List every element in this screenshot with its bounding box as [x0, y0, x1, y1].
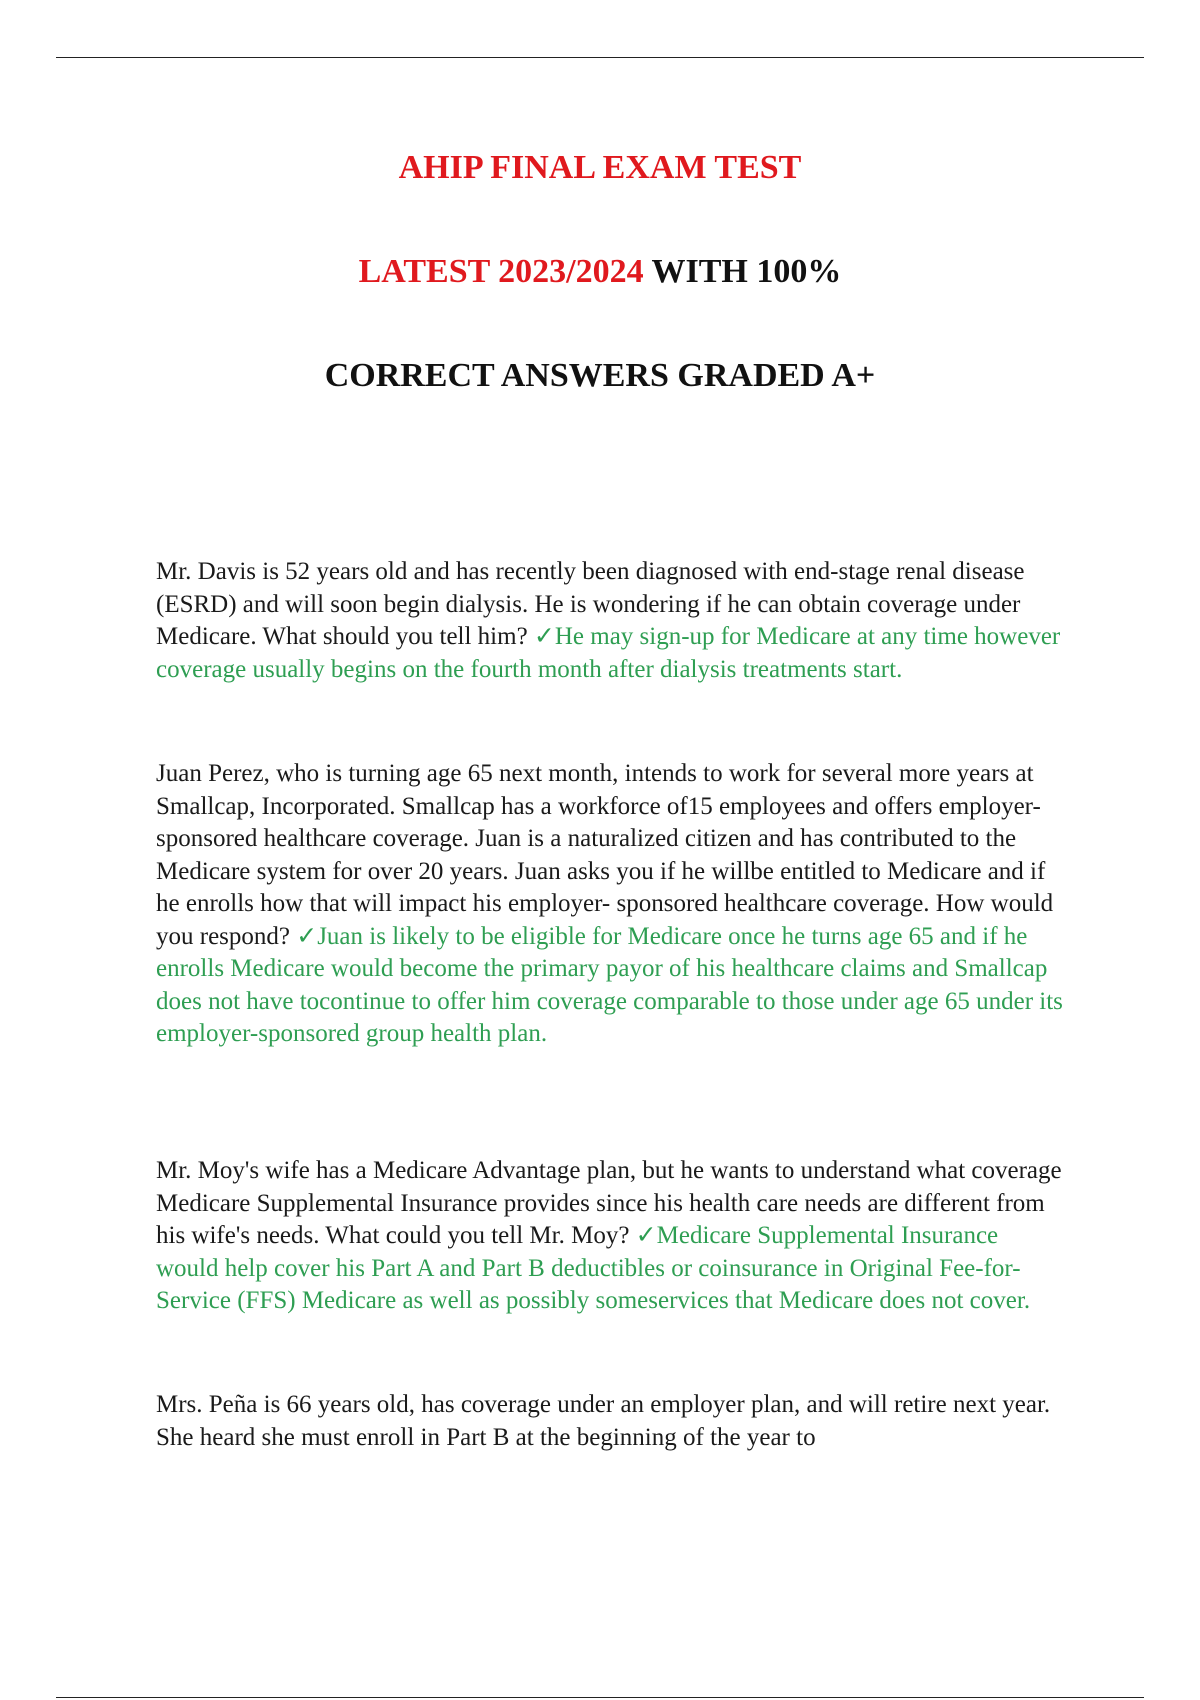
footer-rule — [56, 1697, 1144, 1698]
title-line-1: AHIP FINAL EXAM TEST — [398, 149, 802, 186]
title-line-3: CORRECT ANSWERS GRADED A+ — [324, 357, 876, 394]
answer-text: ✓He may sign-up for Medicare at any time however coverage usually begins on the fourth month after dialysis treatments start. — [156, 623, 1061, 683]
question-text: Juan Perez, who is turning age 65 next month, intends to work for several more years at Smallcap, Incorporated. Smallcap has a workforce of15 employees and offers employer-sponsored healthcare coverage. Juan is a naturalized citizen and has contributed to the Medicare system for over 20 years. Juan asks you if he willbe entitled to Medicare and if he enrolls how that will impact his employer- sponsored healthcare coverage. How would you respond? — [156, 760, 1054, 950]
question-text: Mr. Davis is 52 years old and has recently been diagnosed with end-stage renal disease (ESRD) and will soon begin dialysis. He is wondering if he can obtain coverage under Medicare. What should you tell him? — [156, 558, 1025, 650]
qa-item-3 — [156, 1155, 1066, 1318]
qa-item-2 — [156, 758, 1066, 1051]
qa-item-1 — [156, 556, 1066, 686]
question-text: Mrs. Peña is 66 years old, has coverage under an employer plan, and will retire next year. She heard she must enroll in Part B at the beginning of the year to — [156, 1391, 1051, 1451]
title-score: WITH 100% — [651, 253, 842, 290]
answer-text: ✓Juan is likely to be eligible for Medicare once he turns age 65 and if he enrolls Medicare would become the primary payor of his healthcare claims and Smallcap does not have tocontinue to offer him coverage comparable to those under age 65 under its employer-sponsored group health plan. — [156, 922, 1063, 1047]
title-year: LATEST 2023/2024 — [358, 253, 644, 290]
answer-text: ✓Medicare Supplemental Insurance would help cover his Part A and Part B deductibles or coinsurance in Original Fee-for-Service (FFS) Medicare as well as possibly someservices that Medicare does not cover. — [156, 1222, 1031, 1314]
qa-item-4 — [156, 1389, 1066, 1454]
title-line-2 — [0, 252, 1200, 292]
question-text: Mr. Moy's wife has a Medicare Advantage plan, but he wants to understand what coverage Medicare Supplemental Insurance provides since his health care needs are different from his wife's needs. What could you tell Mr. Moy? — [156, 1157, 1062, 1249]
header-rule — [56, 57, 1144, 58]
